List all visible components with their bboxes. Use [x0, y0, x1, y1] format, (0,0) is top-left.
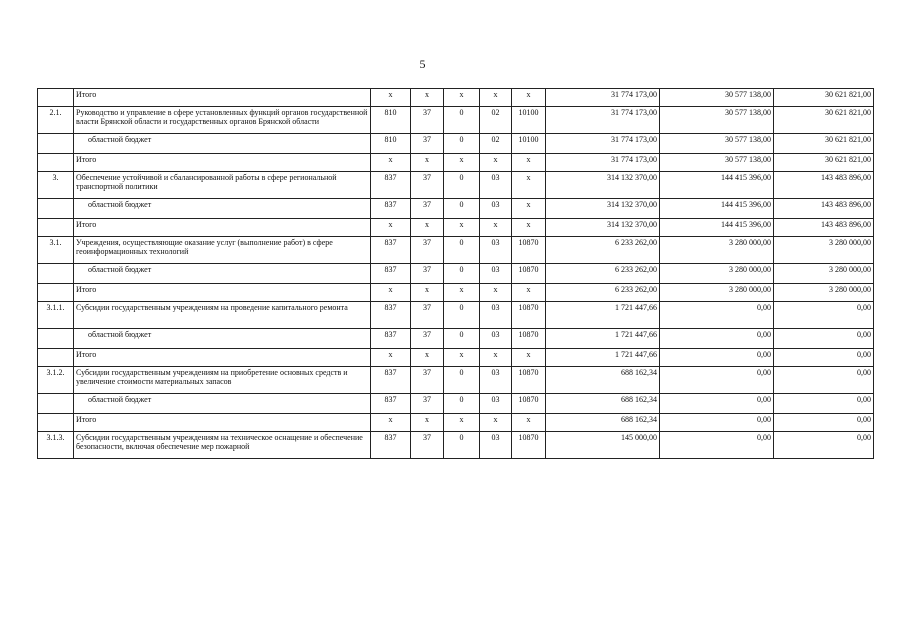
code-program-cell: 37	[411, 199, 444, 219]
row-name-cell: Итого	[74, 154, 371, 172]
row-number-cell	[38, 219, 74, 237]
row-name-cell: Учреждения, осуществляющие оказание услуг (выполнение работ) в сфере геоинформационных технологий	[74, 237, 371, 264]
amount-year1-cell: 314 132 370,00	[546, 219, 660, 237]
row-name-cell: Итого	[74, 414, 371, 432]
code-ministry-cell: 810	[371, 134, 411, 154]
amount-year1-cell: 6 233 262,00	[546, 264, 660, 284]
amount-year1-cell: 688 162,34	[546, 394, 660, 414]
row-name-cell: областной бюджет	[74, 329, 371, 349]
table-row-total	[38, 349, 874, 367]
code-subprogram-cell: 0	[444, 237, 480, 264]
code-subprogram-cell: 0	[444, 329, 480, 349]
code-program-cell: x	[411, 284, 444, 302]
table-body	[38, 89, 874, 459]
amount-year2-cell: 144 415 396,00	[660, 219, 774, 237]
table-row-item	[38, 302, 874, 329]
code-direction-cell: x	[512, 172, 546, 199]
amount-year2-cell: 0,00	[660, 329, 774, 349]
amount-year3-cell: 30 621 821,00	[774, 107, 874, 134]
row-name-cell: Субсидии государственным учреждениям на техническое оснащение и обеспечение безопасности, включая обеспечение мер пожарной	[74, 432, 371, 459]
amount-year1-cell: 1 721 447,66	[546, 329, 660, 349]
amount-year3-cell: 143 483 896,00	[774, 199, 874, 219]
amount-year2-cell: 30 577 138,00	[660, 89, 774, 107]
code-activity-cell: x	[480, 284, 512, 302]
table-row-budget	[38, 329, 874, 349]
amount-year2-cell: 0,00	[660, 394, 774, 414]
amount-year1-cell: 688 162,34	[546, 414, 660, 432]
code-activity-cell: 03	[480, 264, 512, 284]
row-number-cell	[38, 154, 74, 172]
row-name-cell: Субсидии государственным учреждениям на приобретение основных средств и увеличение стоимости материальных запасов	[74, 367, 371, 394]
row-name-cell: Итого	[74, 349, 371, 367]
amount-year3-cell: 0,00	[774, 394, 874, 414]
row-number-cell: 3.1.2.	[38, 367, 74, 394]
row-number-cell	[38, 414, 74, 432]
table-row-item	[38, 107, 874, 134]
table-row-item	[38, 432, 874, 459]
amount-year1-cell: 31 774 173,00	[546, 154, 660, 172]
code-activity-cell: 03	[480, 237, 512, 264]
amount-year2-cell: 144 415 396,00	[660, 199, 774, 219]
code-direction-cell: x	[512, 219, 546, 237]
row-number-cell: 3.1.3.	[38, 432, 74, 459]
code-ministry-cell: 837	[371, 264, 411, 284]
page-number: 5	[419, 57, 426, 71]
code-subprogram-cell: x	[444, 219, 480, 237]
row-number-cell	[38, 284, 74, 302]
code-direction-cell: 10870	[512, 302, 546, 329]
code-program-cell: x	[411, 414, 444, 432]
amount-year3-cell: 0,00	[774, 329, 874, 349]
code-subprogram-cell: 0	[444, 107, 480, 134]
code-ministry-cell: 837	[371, 394, 411, 414]
code-activity-cell: 03	[480, 302, 512, 329]
row-number-cell	[38, 329, 74, 349]
amount-year3-cell: 30 621 821,00	[774, 89, 874, 107]
row-name-cell: Итого	[74, 89, 371, 107]
code-activity-cell: 03	[480, 394, 512, 414]
code-subprogram-cell: 0	[444, 432, 480, 459]
amount-year2-cell: 0,00	[660, 302, 774, 329]
amount-year3-cell: 0,00	[774, 302, 874, 329]
code-subprogram-cell: 0	[444, 264, 480, 284]
code-activity-cell: 03	[480, 367, 512, 394]
code-direction-cell: x	[512, 89, 546, 107]
code-ministry-cell: x	[371, 284, 411, 302]
code-activity-cell: 03	[480, 172, 512, 199]
code-activity-cell: 03	[480, 432, 512, 459]
amount-year3-cell: 3 280 000,00	[774, 264, 874, 284]
amount-year1-cell: 31 774 173,00	[546, 134, 660, 154]
code-ministry-cell: 837	[371, 172, 411, 199]
row-name-cell: Руководство и управление в сфере установленных функций органов государственной власти Брянской области и государственных органов Брянской области	[74, 107, 371, 134]
code-ministry-cell: x	[371, 219, 411, 237]
code-activity-cell: 02	[480, 134, 512, 154]
code-ministry-cell: 837	[371, 367, 411, 394]
code-activity-cell: 03	[480, 329, 512, 349]
code-activity-cell: x	[480, 414, 512, 432]
code-program-cell: x	[411, 89, 444, 107]
code-subprogram-cell: 0	[444, 302, 480, 329]
row-number-cell: 3.	[38, 172, 74, 199]
code-ministry-cell: x	[371, 89, 411, 107]
code-activity-cell: x	[480, 154, 512, 172]
code-direction-cell: x	[512, 199, 546, 219]
code-ministry-cell: 837	[371, 302, 411, 329]
code-direction-cell: x	[512, 284, 546, 302]
code-subprogram-cell: 0	[444, 367, 480, 394]
amount-year3-cell: 0,00	[774, 349, 874, 367]
amount-year2-cell: 3 280 000,00	[660, 264, 774, 284]
code-program-cell: 37	[411, 237, 444, 264]
amount-year2-cell: 0,00	[660, 349, 774, 367]
code-subprogram-cell: 0	[444, 394, 480, 414]
code-direction-cell: 10870	[512, 432, 546, 459]
row-name-cell: областной бюджет	[74, 264, 371, 284]
row-name-cell: областной бюджет	[74, 199, 371, 219]
code-program-cell: x	[411, 349, 444, 367]
code-ministry-cell: 837	[371, 199, 411, 219]
amount-year1-cell: 1 721 447,66	[546, 302, 660, 329]
code-program-cell: 37	[411, 134, 444, 154]
table-row-total	[38, 284, 874, 302]
code-subprogram-cell: 0	[444, 134, 480, 154]
code-subprogram-cell: 0	[444, 172, 480, 199]
code-activity-cell: x	[480, 219, 512, 237]
amount-year2-cell: 30 577 138,00	[660, 154, 774, 172]
table-row-total	[38, 89, 874, 107]
code-direction-cell: 10870	[512, 394, 546, 414]
row-number-cell	[38, 199, 74, 219]
amount-year2-cell: 3 280 000,00	[660, 284, 774, 302]
row-name-cell: Обеспечение устойчивой и сбалансированной работы в сфере региональной транспортной политики	[74, 172, 371, 199]
code-subprogram-cell: x	[444, 414, 480, 432]
row-number-cell: 2.1.	[38, 107, 74, 134]
budget-table	[37, 88, 874, 459]
code-direction-cell: x	[512, 154, 546, 172]
code-program-cell: 37	[411, 394, 444, 414]
amount-year3-cell: 143 483 896,00	[774, 219, 874, 237]
table-row-item	[38, 172, 874, 199]
code-program-cell: 37	[411, 367, 444, 394]
amount-year1-cell: 688 162,34	[546, 367, 660, 394]
amount-year1-cell: 31 774 173,00	[546, 89, 660, 107]
code-program-cell: 37	[411, 302, 444, 329]
amount-year3-cell: 3 280 000,00	[774, 237, 874, 264]
amount-year3-cell: 0,00	[774, 367, 874, 394]
amount-year3-cell: 30 621 821,00	[774, 154, 874, 172]
row-number-cell	[38, 264, 74, 284]
code-program-cell: 37	[411, 329, 444, 349]
code-ministry-cell: x	[371, 349, 411, 367]
code-activity-cell: 02	[480, 107, 512, 134]
code-subprogram-cell: x	[444, 89, 480, 107]
amount-year1-cell: 31 774 173,00	[546, 107, 660, 134]
code-subprogram-cell: x	[444, 154, 480, 172]
code-subprogram-cell: x	[444, 349, 480, 367]
amount-year3-cell: 3 280 000,00	[774, 284, 874, 302]
row-number-cell	[38, 134, 74, 154]
amount-year2-cell: 0,00	[660, 414, 774, 432]
row-name-cell: Субсидии государственным учреждениям на проведение капитального ремонта	[74, 302, 371, 329]
code-program-cell: x	[411, 219, 444, 237]
code-direction-cell: 10870	[512, 329, 546, 349]
amount-year3-cell: 143 483 896,00	[774, 172, 874, 199]
code-ministry-cell: x	[371, 154, 411, 172]
amount-year2-cell: 30 577 138,00	[660, 134, 774, 154]
code-direction-cell: 10100	[512, 134, 546, 154]
table-row-budget	[38, 394, 874, 414]
row-name-cell: Итого	[74, 219, 371, 237]
row-name-cell: областной бюджет	[74, 134, 371, 154]
amount-year2-cell: 0,00	[660, 432, 774, 459]
row-name-cell: Итого	[74, 284, 371, 302]
code-direction-cell: 10870	[512, 237, 546, 264]
code-program-cell: 37	[411, 264, 444, 284]
table-row-budget	[38, 264, 874, 284]
amount-year2-cell: 144 415 396,00	[660, 172, 774, 199]
code-ministry-cell: x	[371, 414, 411, 432]
code-direction-cell: 10870	[512, 264, 546, 284]
code-ministry-cell: 837	[371, 329, 411, 349]
amount-year1-cell: 314 132 370,00	[546, 199, 660, 219]
code-direction-cell: x	[512, 349, 546, 367]
amount-year1-cell: 6 233 262,00	[546, 284, 660, 302]
row-name-cell: областной бюджет	[74, 394, 371, 414]
code-program-cell: 37	[411, 432, 444, 459]
amount-year2-cell: 0,00	[660, 367, 774, 394]
table-row-total	[38, 219, 874, 237]
code-subprogram-cell: x	[444, 284, 480, 302]
table-row-item	[38, 367, 874, 394]
code-subprogram-cell: 0	[444, 199, 480, 219]
amount-year3-cell: 30 621 821,00	[774, 134, 874, 154]
amount-year3-cell: 0,00	[774, 432, 874, 459]
row-number-cell	[38, 89, 74, 107]
code-ministry-cell: 837	[371, 432, 411, 459]
code-activity-cell: 03	[480, 199, 512, 219]
amount-year1-cell: 1 721 447,66	[546, 349, 660, 367]
amount-year1-cell: 6 233 262,00	[546, 237, 660, 264]
code-program-cell: 37	[411, 107, 444, 134]
code-activity-cell: x	[480, 349, 512, 367]
code-direction-cell: x	[512, 414, 546, 432]
amount-year2-cell: 3 280 000,00	[660, 237, 774, 264]
row-number-cell: 3.1.	[38, 237, 74, 264]
table-row-budget	[38, 199, 874, 219]
amount-year1-cell: 314 132 370,00	[546, 172, 660, 199]
table-row-item	[38, 237, 874, 264]
code-ministry-cell: 837	[371, 237, 411, 264]
code-activity-cell: x	[480, 89, 512, 107]
amount-year3-cell: 0,00	[774, 414, 874, 432]
code-direction-cell: 10870	[512, 367, 546, 394]
amount-year1-cell: 145 000,00	[546, 432, 660, 459]
code-ministry-cell: 810	[371, 107, 411, 134]
code-direction-cell: 10100	[512, 107, 546, 134]
row-number-cell	[38, 349, 74, 367]
row-number-cell: 3.1.1.	[38, 302, 74, 329]
table-row-budget	[38, 134, 874, 154]
amount-year2-cell: 30 577 138,00	[660, 107, 774, 134]
code-program-cell: 37	[411, 172, 444, 199]
table-row-total	[38, 154, 874, 172]
table-row-total	[38, 414, 874, 432]
row-number-cell	[38, 394, 74, 414]
code-program-cell: x	[411, 154, 444, 172]
